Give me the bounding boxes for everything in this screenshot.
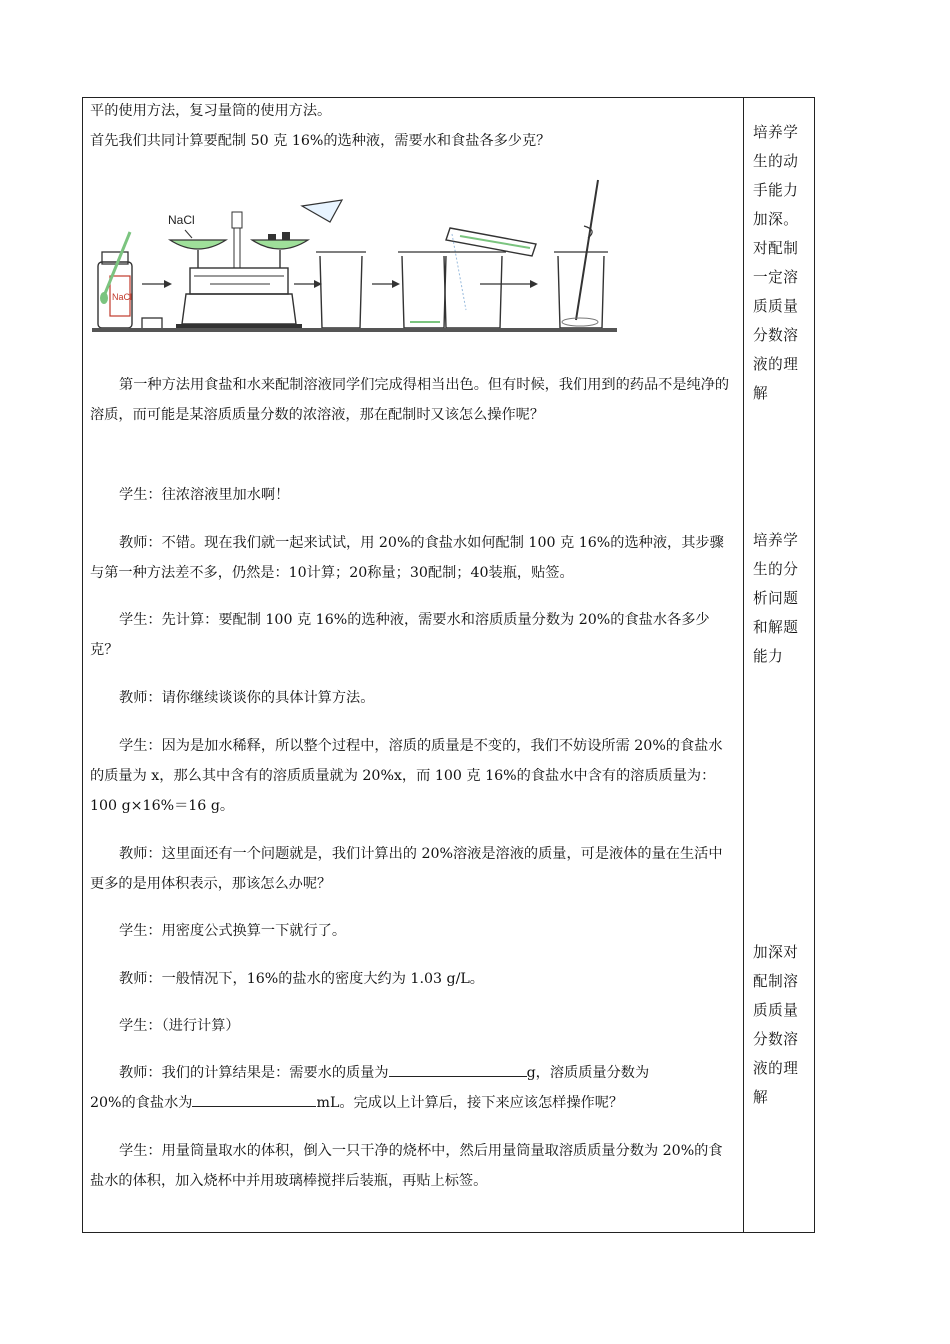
stirring-beaker-icon xyxy=(554,180,608,328)
paragraph-9: 教师：一般情况下，16%的盐水的密度大约为 1.03 g/L。 xyxy=(119,971,484,987)
paragraph-6: 学生：因为是加水稀释，所以整个过程中，溶质的质量是不变的，我们不妨设所需 20%的食盐水的质量为 x，那么其中含有的溶质质量就为 20%x，而 100 克 16%的食盐水中含有的溶质质量为：100 g×16%＝16 g。 xyxy=(90,738,723,814)
result-text-2: 20%的食盐水为 xyxy=(90,1095,193,1111)
nacl-label: NaCl xyxy=(168,213,195,227)
paragraph-2: 学生：往浓溶液里加水啊！ xyxy=(119,487,290,503)
paragraph-7: 教师：这里面还有一个问题就是，我们计算出的 20%溶液是溶液的质量，可是液体的量在生活中更多的是用体积表示，那该怎么办呢？ xyxy=(90,846,723,892)
result-unit-2: mL。完成以上计算后，接下来应该怎样操作呢？ xyxy=(316,1095,624,1111)
result-unit-1: g，溶质质量分数为 xyxy=(526,1065,650,1081)
side-note-1: 培养学 生的动 手能力 加深。 对配制 一定溶 质质量 分数溶 液的理 解 xyxy=(753,124,799,402)
result-text-1: 教师：我们的计算结果是：需要水的质量为 xyxy=(119,1065,389,1081)
experiment-figure xyxy=(90,172,630,342)
teacher-result-paragraph xyxy=(90,1058,735,1118)
paragraph-1: 第一种方法用食盐和水来配制溶液同学们完成得相当出色。但有时候，我们用到的药品不是纯净的溶质，而可能是某溶质质量分数的浓溶液，那在配制时又该怎么操作呢？ xyxy=(90,377,730,423)
paragraph-4: 学生：先计算：要配制 100 克 16%的选种液，需要水和溶质质量分数为 20%的食盐水各多少克？ xyxy=(90,612,710,658)
balance-scale-icon xyxy=(142,212,308,330)
paragraph-11: 学生：用量筒量取水的体积，倒入一只干净的烧杯中，然后用量筒量取溶质质量分数为 20%的食盐水的体积，加入烧杯中并用玻璃棒搅拌后装瓶，再贴上标签。 xyxy=(90,1143,723,1189)
intro-line-2: 首先我们共同计算要配制 50 克 16%的选种液，需要水和食盐各多少克？ xyxy=(90,133,551,149)
beaker-icon xyxy=(398,252,450,328)
column-divider xyxy=(743,97,744,1233)
saltwater-volume-blank xyxy=(192,1092,316,1107)
measuring-cylinder-icon xyxy=(440,228,536,328)
paragraph-3: 教师：不错。现在我们就一起来试试，用 20%的食盐水如何配制 100 克 16%的选种液，其步骤与第一种方法差不多，仍然是：10计算；20称量；30配制；40装瓶，贴签。 xyxy=(90,535,724,581)
intro-line-1: 平的使用方法，复习量筒的使用方法。 xyxy=(90,103,332,119)
paragraph-8: 学生：用密度公式换算一下就行了。 xyxy=(119,923,347,939)
side-note-3: 加深对 配制溶 质质量 分数溶 液的理 解 xyxy=(753,944,799,1106)
beaker-icon xyxy=(302,200,366,328)
paragraph-10: 学生：（进行计算） xyxy=(119,1018,240,1034)
water-mass-blank xyxy=(389,1062,527,1077)
side-note-2: 培养学 生的分 析问题 和解题 能力 xyxy=(753,532,799,665)
bottle-label: NaCl xyxy=(112,292,133,302)
reagent-bottle-icon xyxy=(98,232,132,328)
paragraph-5: 教师：请你继续谈谈你的具体计算方法。 xyxy=(119,690,375,706)
